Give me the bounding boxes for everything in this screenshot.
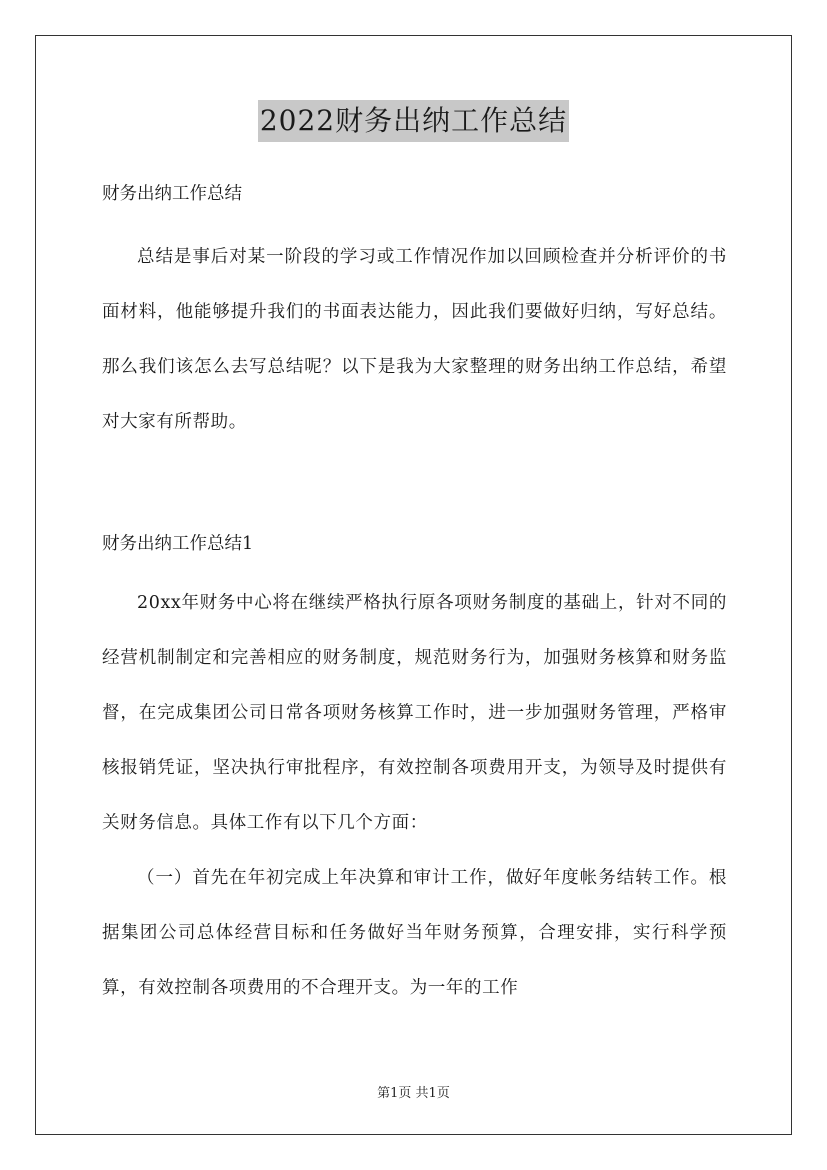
section-paragraph: 20xx年财务中心将在继续严格执行原各项财务制度的基础上，针对不同的经营机制制定和完善相应的财务制度，规范财务行为，加强财务核算和财务监督，在完成集团公司日常各项财务核算工作时，进一步加强财务管理，严格审核报销凭证，坚决执行审批程序，有效控制各项费用开支，为领导及时提供有关财务信息。具体工作有以下几个方面： [102, 593, 727, 833]
document-title: 2022财务出纳工作总结 [258, 100, 569, 142]
document-subtitle: 财务出纳工作总结 [102, 184, 242, 204]
intro-paragraph: 总结是事后对某一阶段的学习或工作情况作加以回顾检查并分析评价的书面材料，他能够提升我们的书面表达能力，因此我们要做好归纳，写好总结。那么我们该怎么去写总结呢？以下是我为大家整理的财务出纳工作总结，希望对大家有所帮助。 [102, 247, 727, 432]
title-wrapper [0, 100, 827, 142]
section-heading: 财务出纳工作总结1 [102, 534, 254, 554]
page-footer: 第1页 共1页 [377, 1086, 450, 1101]
spacer [102, 450, 727, 523]
section-paragraph: （一）首先在年初完成上年决算和审计工作，做好年度帐务结转工作。根据集团公司总体经营目标和任务做好当年财务预算，合理安排，实行科学预算，有效控制各项费用的不合理开支。为一年的工作 [102, 868, 727, 998]
document-body [102, 173, 727, 1016]
spacer [102, 565, 727, 576]
spacer [102, 215, 727, 230]
